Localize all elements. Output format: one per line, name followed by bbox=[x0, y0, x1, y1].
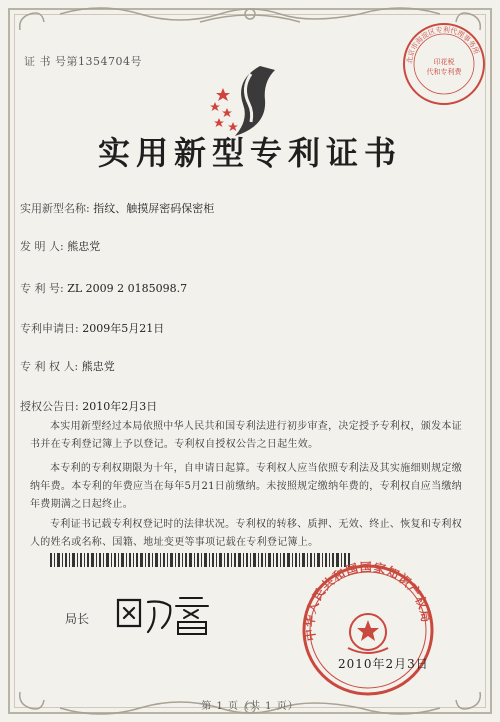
body-paragraph-3: 专利证书记载专利权登记时的法律状况。专利权的转移、质押、无效、终止、恢复和专利权人的姓名或名称、国籍、地址变更等事项记载在专利登记簿上。 bbox=[30, 519, 462, 548]
body-paragraph-1: 本实用新型经过本局依照中华人民共和国专利法进行初步审查，决定授予专利权，颁发本证书并在专利登记簿上予以登记。专利权自授权公告之日起生效。 bbox=[30, 421, 462, 450]
field-value: 2009年5月21日 bbox=[82, 322, 165, 335]
agency-seal-inner: 印花税 bbox=[433, 58, 455, 66]
seal-date: 2010年2月3日 bbox=[338, 657, 429, 671]
field-value: 指纹、触摸屏密码保密柜 bbox=[93, 202, 215, 215]
field-value: ZL 2009 2 0185098.7 bbox=[67, 282, 188, 295]
agency-seal-text: 北京市海淀区专利代理事务所 bbox=[405, 25, 481, 65]
page-number: 第 1 页（共 1 页） bbox=[201, 701, 299, 712]
official-seal-icon bbox=[298, 560, 438, 700]
official-seal-text: 中华人民共和国国家知识产权局 bbox=[302, 560, 434, 642]
body-paragraph-2: 本专利的专利权期限为十年，自申请日起算。专利权人应当依照专利法及其实施细则规定缴纳年费。本专利的年费应当在每年5月21日前缴纳。未按照规定缴纳年费的，专利权自应当缴纳年费期满之日起终止。 bbox=[30, 463, 462, 510]
field-label: 专 利 号: bbox=[20, 282, 64, 295]
field-value: 熊忠党 bbox=[67, 240, 101, 253]
field-value: 熊忠党 bbox=[81, 360, 115, 373]
field-grant-date bbox=[20, 398, 157, 414]
certificate-title: 实用新型专利证书 bbox=[97, 134, 402, 172]
field-filing-date bbox=[20, 320, 164, 336]
agency-seal-inner2: 代和专利费 bbox=[426, 68, 462, 76]
field-label: 专 利 权 人: bbox=[20, 360, 79, 373]
field-patent-number bbox=[20, 280, 187, 296]
field-label: 授权公告日: bbox=[20, 400, 79, 413]
field-inventor bbox=[20, 238, 100, 254]
field-utility-name bbox=[20, 200, 214, 216]
agency-seal-icon bbox=[400, 20, 488, 108]
director-signature-icon bbox=[110, 588, 220, 638]
field-label: 实用新型名称: bbox=[20, 202, 90, 215]
director-label: 局长 bbox=[65, 612, 90, 626]
field-patentee bbox=[20, 358, 115, 374]
field-value: 2010年2月3日 bbox=[82, 400, 158, 413]
field-label: 发 明 人: bbox=[20, 240, 64, 253]
field-label: 专利申请日: bbox=[20, 322, 79, 335]
certificate-number: 证 书 号第1354704号 bbox=[24, 55, 142, 68]
